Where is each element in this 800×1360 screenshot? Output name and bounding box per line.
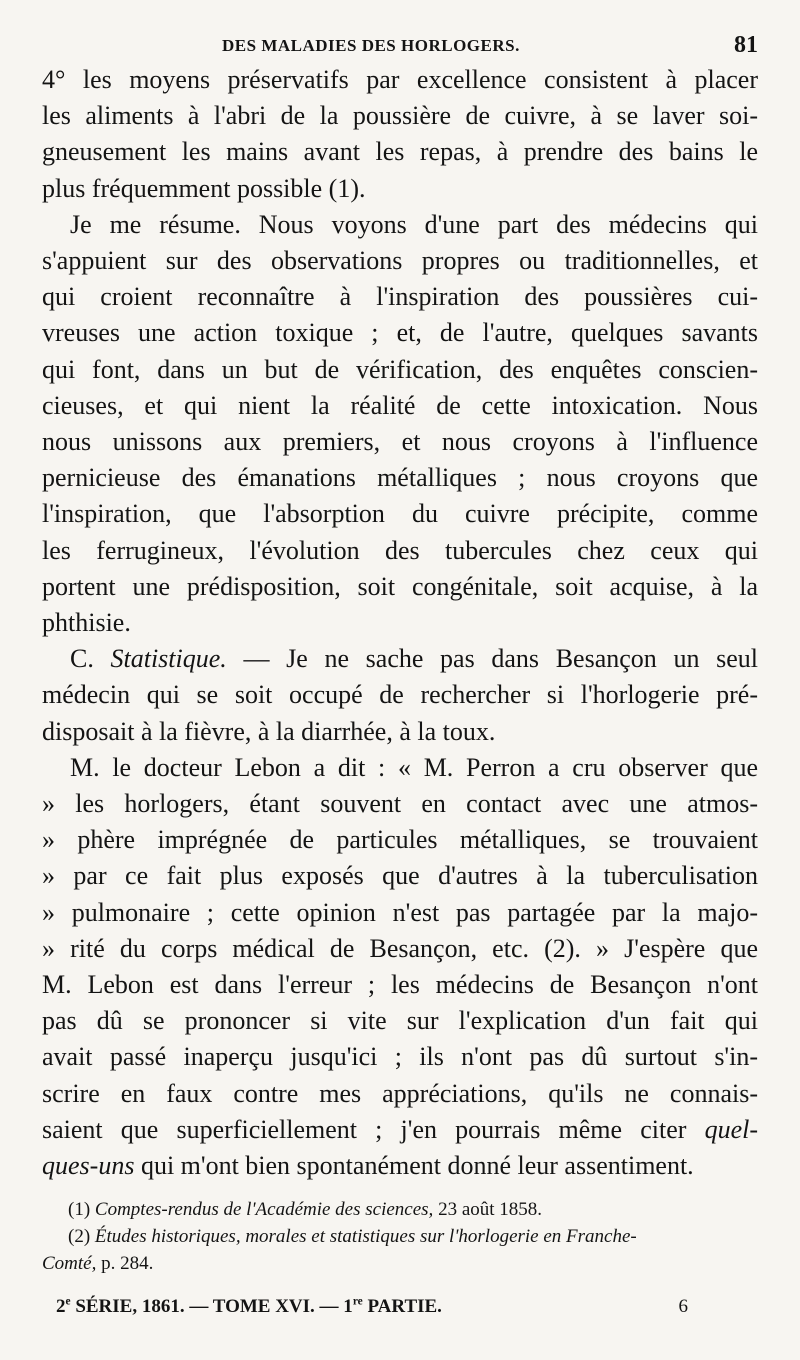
text-run: qui m'ont bien spontanément donné leur assentiment. xyxy=(134,1151,694,1181)
text-line: s'appuient sur des observations propres ou traditionnelles, et xyxy=(42,246,758,276)
footnote-2-continued xyxy=(42,1250,758,1277)
paragraph-1 xyxy=(42,62,758,207)
footnote-citation: Comté, xyxy=(42,1253,97,1275)
italic-run: ques-uns xyxy=(42,1151,135,1181)
text-line: les ferrugineux, l'évolution des tubercules chez ceux qui xyxy=(42,535,758,565)
paragraph-4 xyxy=(42,750,758,1184)
text-line: Je me résume. Nous voyons d'une part des médecins qui xyxy=(70,209,758,239)
running-title: DES MALADIES DES HORLOGERS. xyxy=(222,36,520,55)
body-text xyxy=(42,62,758,1184)
text-line: » les horlogers, étant souvent en contact avec une atmos- xyxy=(42,789,758,819)
text-line: » rité du corps médical de Besançon, etc. (2). » J'espère que xyxy=(42,933,758,963)
text-line xyxy=(42,1148,758,1184)
footnote-page: p. 284. xyxy=(96,1253,154,1275)
series-superscript: e xyxy=(65,1295,71,1308)
text-line xyxy=(42,1112,758,1148)
section-letter: C. xyxy=(70,644,111,674)
text-line: qui croient reconnaître à l'inspiration des poussières cui- xyxy=(42,282,758,312)
text-line: » phère imprégnée de particules métalliques, se trouvaient xyxy=(42,825,758,855)
series-number: 2 xyxy=(56,1296,66,1317)
text-line: plus fréquemment possible (1). xyxy=(42,173,366,203)
footnote-citation: Comptes-rendus de l'Académie des sciences, xyxy=(94,1199,434,1221)
footnotes xyxy=(42,1196,758,1277)
text-line: M. Lebon est dans l'erreur ; les médecins de Besançon n'ont xyxy=(42,970,758,1000)
part-superscript: re xyxy=(352,1295,363,1308)
text-line: scrire en faux contre mes appréciations, qu'ils ne connais- xyxy=(42,1078,758,1108)
text-line: 4° les moyens préservatifs par excellence consistent à placer xyxy=(42,65,758,94)
text-line: vreuses une action toxique ; et, de l'autre, quelques savants xyxy=(42,318,758,348)
text-line xyxy=(42,641,758,677)
text-line: nous unissons aux premiers, et nous croyons à l'influence xyxy=(42,427,758,457)
text-line: qui font, dans un but de vérification, des enquêtes conscien- xyxy=(42,354,758,384)
text-line: pernicieuse des émanations métalliques ; nous croyons que xyxy=(42,463,758,493)
text-run: saient que superficiellement ; j'en pourrais même citer xyxy=(42,1114,705,1144)
text-line: gneusement les mains avant les repas, à prendre des bains le xyxy=(42,137,758,167)
text-line: » pulmonaire ; cette opinion n'est pas partagée par la majo- xyxy=(42,897,758,927)
footnote-date: 23 août 1858. xyxy=(433,1199,543,1221)
text-line: les aliments à l'abri de la poussière de cuivre, à se laver soi- xyxy=(42,101,758,131)
text-line: phthisie. xyxy=(42,608,131,638)
footnote-2 xyxy=(42,1223,758,1250)
paragraph-3 xyxy=(42,641,758,750)
text-line: portent une prédisposition, soit congénitale, soit acquise, à la xyxy=(42,571,758,601)
text-line: M. le docteur Lebon a dit : « M. Perron a cru observer que xyxy=(70,752,758,782)
text-line: pas dû se prononcer si vite sur l'explication d'un fait qui xyxy=(42,1006,758,1036)
page-number: 81 xyxy=(734,32,758,58)
paragraph-2 xyxy=(42,207,758,641)
series-volume-mark xyxy=(56,1296,442,1318)
page-header xyxy=(42,26,758,62)
text-line: cieuses, et qui nient la réalité de cette intoxication. Nous xyxy=(42,390,758,420)
text-line: médecin qui se soit occupé de rechercher si l'horlogerie pré- xyxy=(42,680,758,710)
italic-run: quel- xyxy=(704,1114,758,1144)
footnote-citation: Études historiques, morales et statistiques sur l'horlogerie en Franche- xyxy=(94,1226,637,1248)
text-line: l'inspiration, que l'absorption du cuivre précipite, comme xyxy=(42,499,758,529)
sheet-mark: 6 xyxy=(678,1296,688,1317)
document-page xyxy=(42,26,758,1277)
part-text: PARTIE. xyxy=(362,1296,442,1317)
text-run: — Je ne sache pas dans Besançon un seul xyxy=(226,644,759,674)
text-line: avait passé inaperçu jusqu'ici ; ils n'ont pas dû surtout s'in- xyxy=(42,1042,758,1072)
footnote-number: (1) xyxy=(68,1199,95,1221)
footnote-number: (2) xyxy=(68,1226,95,1248)
section-heading: Statistique. xyxy=(110,644,227,674)
text-line: » par ce fait plus exposés que d'autres à la tuberculisation xyxy=(42,861,758,891)
text-line: disposait à la fièvre, à la diarrhée, à la toux. xyxy=(42,716,496,746)
footnote-1 xyxy=(42,1196,758,1223)
series-text: SÉRIE, 1861. — TOME XVI. — 1 xyxy=(70,1296,353,1317)
